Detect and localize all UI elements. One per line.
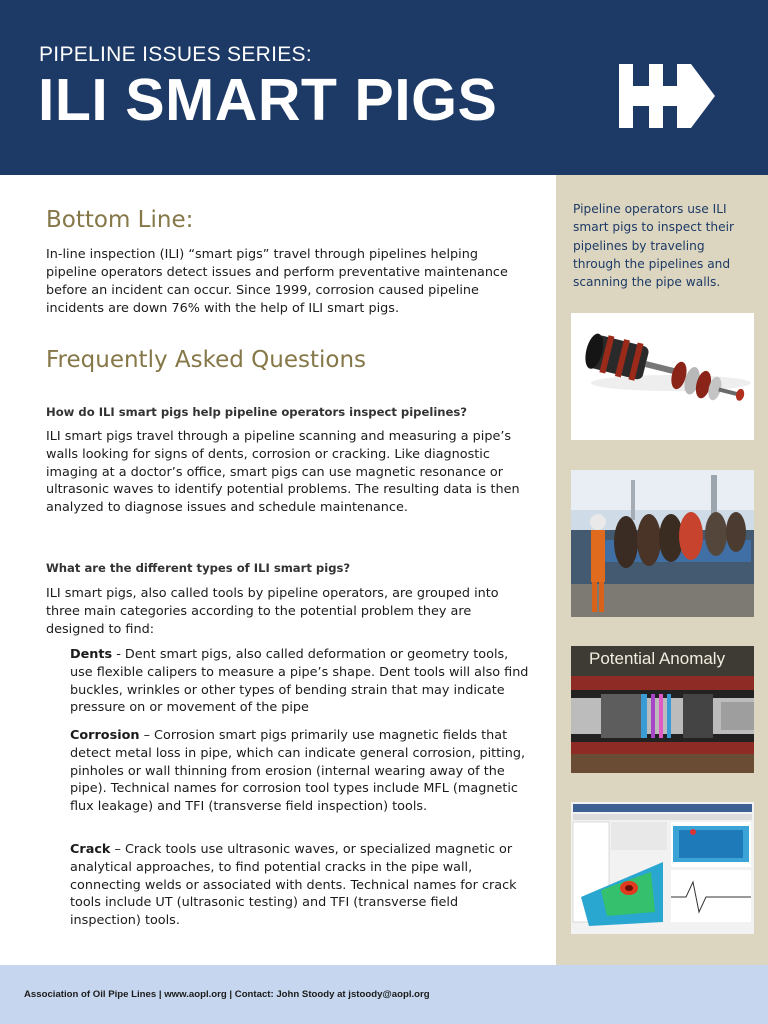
- header-banner: [0, 0, 768, 175]
- tool-type-term: Corrosion: [70, 728, 140, 743]
- footer: [0, 965, 768, 1024]
- tool-type-description: – Crack tools use ultrasonic waves, or specialized magnetic or analytical approaches, to find potential cracks in the pipe wall, connecting welds or associated with dents. Technical names for crack tools include UT (ultrasonic testing) and TFI (transverse field inspection) tools.: [70, 842, 517, 929]
- faq-question-2: What are the different types of ILI smart pigs?: [46, 561, 351, 575]
- faq-heading: Frequently Asked Questions: [46, 347, 367, 373]
- faq-answer-2: ILI smart pigs, also called tools by pipeline operators, are grouped into three main categories according to the potential problem they are designed to find:: [46, 586, 499, 637]
- page-title: ILI SMART PIGS: [38, 67, 498, 133]
- tool-type-description: - Dent smart pigs, also called deformation or geometry tools, use flexible calipers to measure a pipe’s shape. Dent tools will also find buckles, wrinkles or other types of bending strain that may indicate pressure on or movement of the pipe: [70, 647, 529, 716]
- tool-type-crack: [70, 841, 532, 930]
- footer-contact-text: Association of Oil Pipe Lines | www.aopl.org | Contact: John Stoody at jstoody@aopl.org: [24, 989, 430, 1000]
- worker-with-tool-photo: [571, 470, 754, 617]
- tool-type-dents: [70, 646, 532, 717]
- tool-type-term: Crack: [70, 842, 111, 857]
- anomaly-label: Potential Anomaly: [589, 649, 726, 668]
- tool-type-corrosion: [70, 727, 532, 816]
- sidebar: [556, 175, 768, 965]
- potential-anomaly-image: [571, 646, 754, 773]
- bottom-line-heading: Bottom Line:: [46, 207, 194, 233]
- tool-type-description: – Corrosion smart pigs primarily use magnetic fields that detect metal loss in pipe, which can indicate general corrosion, pitting, pinholes or wall thinning from erosion (internal wearing away of the pipe). Technical names for corrosion tool types include MFL (magnetic flux leakage) and TFI (transverse field inspection) tools.: [70, 728, 526, 815]
- sidebar-caption: Pipeline operators use ILI smart pigs to inspect their pipelines by traveling through the pipelines and scanning the pipe walls.: [573, 202, 734, 290]
- faq-answer-1: ILI smart pigs travel through a pipeline scanning and measuring a pipe’s walls looking for signs of dents, corrosion or cracking. Like diagnostic imaging at a doctor’s office, smart pigs can use magnetic resonance or ultrasonic waves to identify potential problems. The resulting data is then analyzed to diagnose issues and schedule maintenance.: [46, 429, 520, 516]
- aopl-logo-icon: [619, 64, 715, 128]
- series-label: PIPELINE ISSUES SERIES:: [39, 43, 312, 66]
- main-column: [0, 175, 556, 965]
- faq-question-1: How do ILI smart pigs help pipeline operators inspect pipelines?: [46, 405, 468, 419]
- inspection-software-screenshot: [571, 802, 754, 934]
- smart-pig-tool-image: [571, 313, 754, 440]
- tool-type-term: Dents: [70, 647, 113, 662]
- bottom-line-text: In-line inspection (ILI) “smart pigs” travel through pipelines helping pipeline operators detect issues and perform preventative maintenance before an incident can occur. Since 1999, corrosion caused pipeline incidents are down 76% with the help of ILI smart pigs.: [46, 247, 508, 316]
